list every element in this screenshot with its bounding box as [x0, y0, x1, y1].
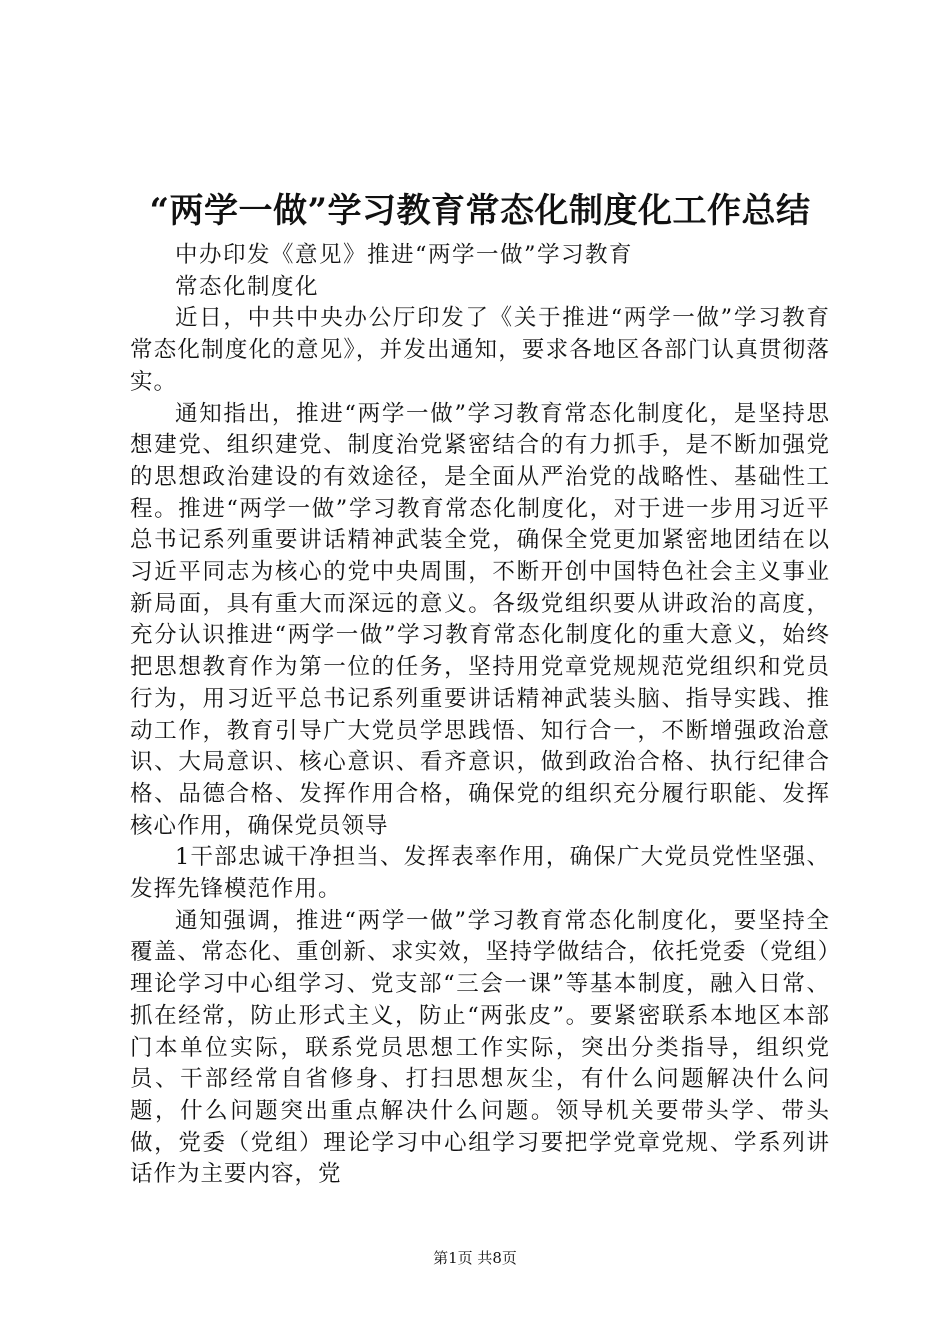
paragraph-notice-emphasis: 通知强调，推进“两学一做”学习教育常态化制度化，要坚持全覆盖、常态化、重创新、求实效，坚持学做结合，依托党委（党组）理论学习中心组学习、党支部“三会一课”等基本制度，融入日常、抓在经常，防止形式主义，防止“两张皮”。要紧密联系本地区本部门本单位实际，联系党员思想工作实际，突出分类指导，组织党员、干部经常自省修身、打扫思想灰尘，有什么问题解决什么问题，什么问题突出重点解决什么问题。领导机关要带头学、带头做，党委（党组）理论学习中心组学习要把学党章党规、学系列讲话作为主要内容，党 — [130, 907, 830, 1188]
document-body — [130, 240, 830, 1191]
paragraph-intro: 近日，中共中央办公厅印发了《关于推进“两学一做”学习教育常态化制度化的意见》，并发出通知，要求各地区各部门认真贯彻落实。 — [130, 305, 830, 395]
subtitle-line-1: 中办印发《意见》推进“两学一做”学习教育 — [175, 242, 634, 268]
paragraph-cadres: 1干部忠诚干净担当、发挥表率作用，确保广大党员党性坚强、发挥先锋模范作用。 — [130, 844, 830, 903]
page-number: 第1页 共8页 — [433, 1249, 517, 1267]
document-title: “两学一做”学习教育常态化制度化工作总结 — [149, 191, 811, 231]
paragraph-notice-points: 通知指出，推进“两学一做”学习教育常态化制度化，是坚持思想建党、组织建党、制度治党紧密结合的有力抓手，是不断加强党的思想政治建设的有效途径，是全面从严治党的战略性、基础性工程。推进“两学一做”学习教育常态化制度化，对于进一步用习近平总书记系列重要讲话精神武装全党，确保全党更加紧密地团结在以习近平同志为核心的党中央周围，不断开创中国特色社会主义事业新局面，具有重大而深远的意义。各级党组织要从讲政治的高度，充分认识推进“两学一做”学习教育常态化制度化的重大意义，始终把思想教育作为第一位的任务，坚持用党章党规规范党组织和党员行为，用习近平总书记系列重要讲话精神武装头脑、指导实践、推动工作，教育引导广大党员学思践悟、知行合一，不断增强政治意识、大局意识、核心意识、看齐意识，做到政治合格、执行纪律合格、品德合格、发挥作用合格，确保党的组织充分履行职能、发挥核心作用，确保党员领导 — [130, 400, 830, 839]
subtitle-line-2: 常态化制度化 — [175, 273, 320, 300]
